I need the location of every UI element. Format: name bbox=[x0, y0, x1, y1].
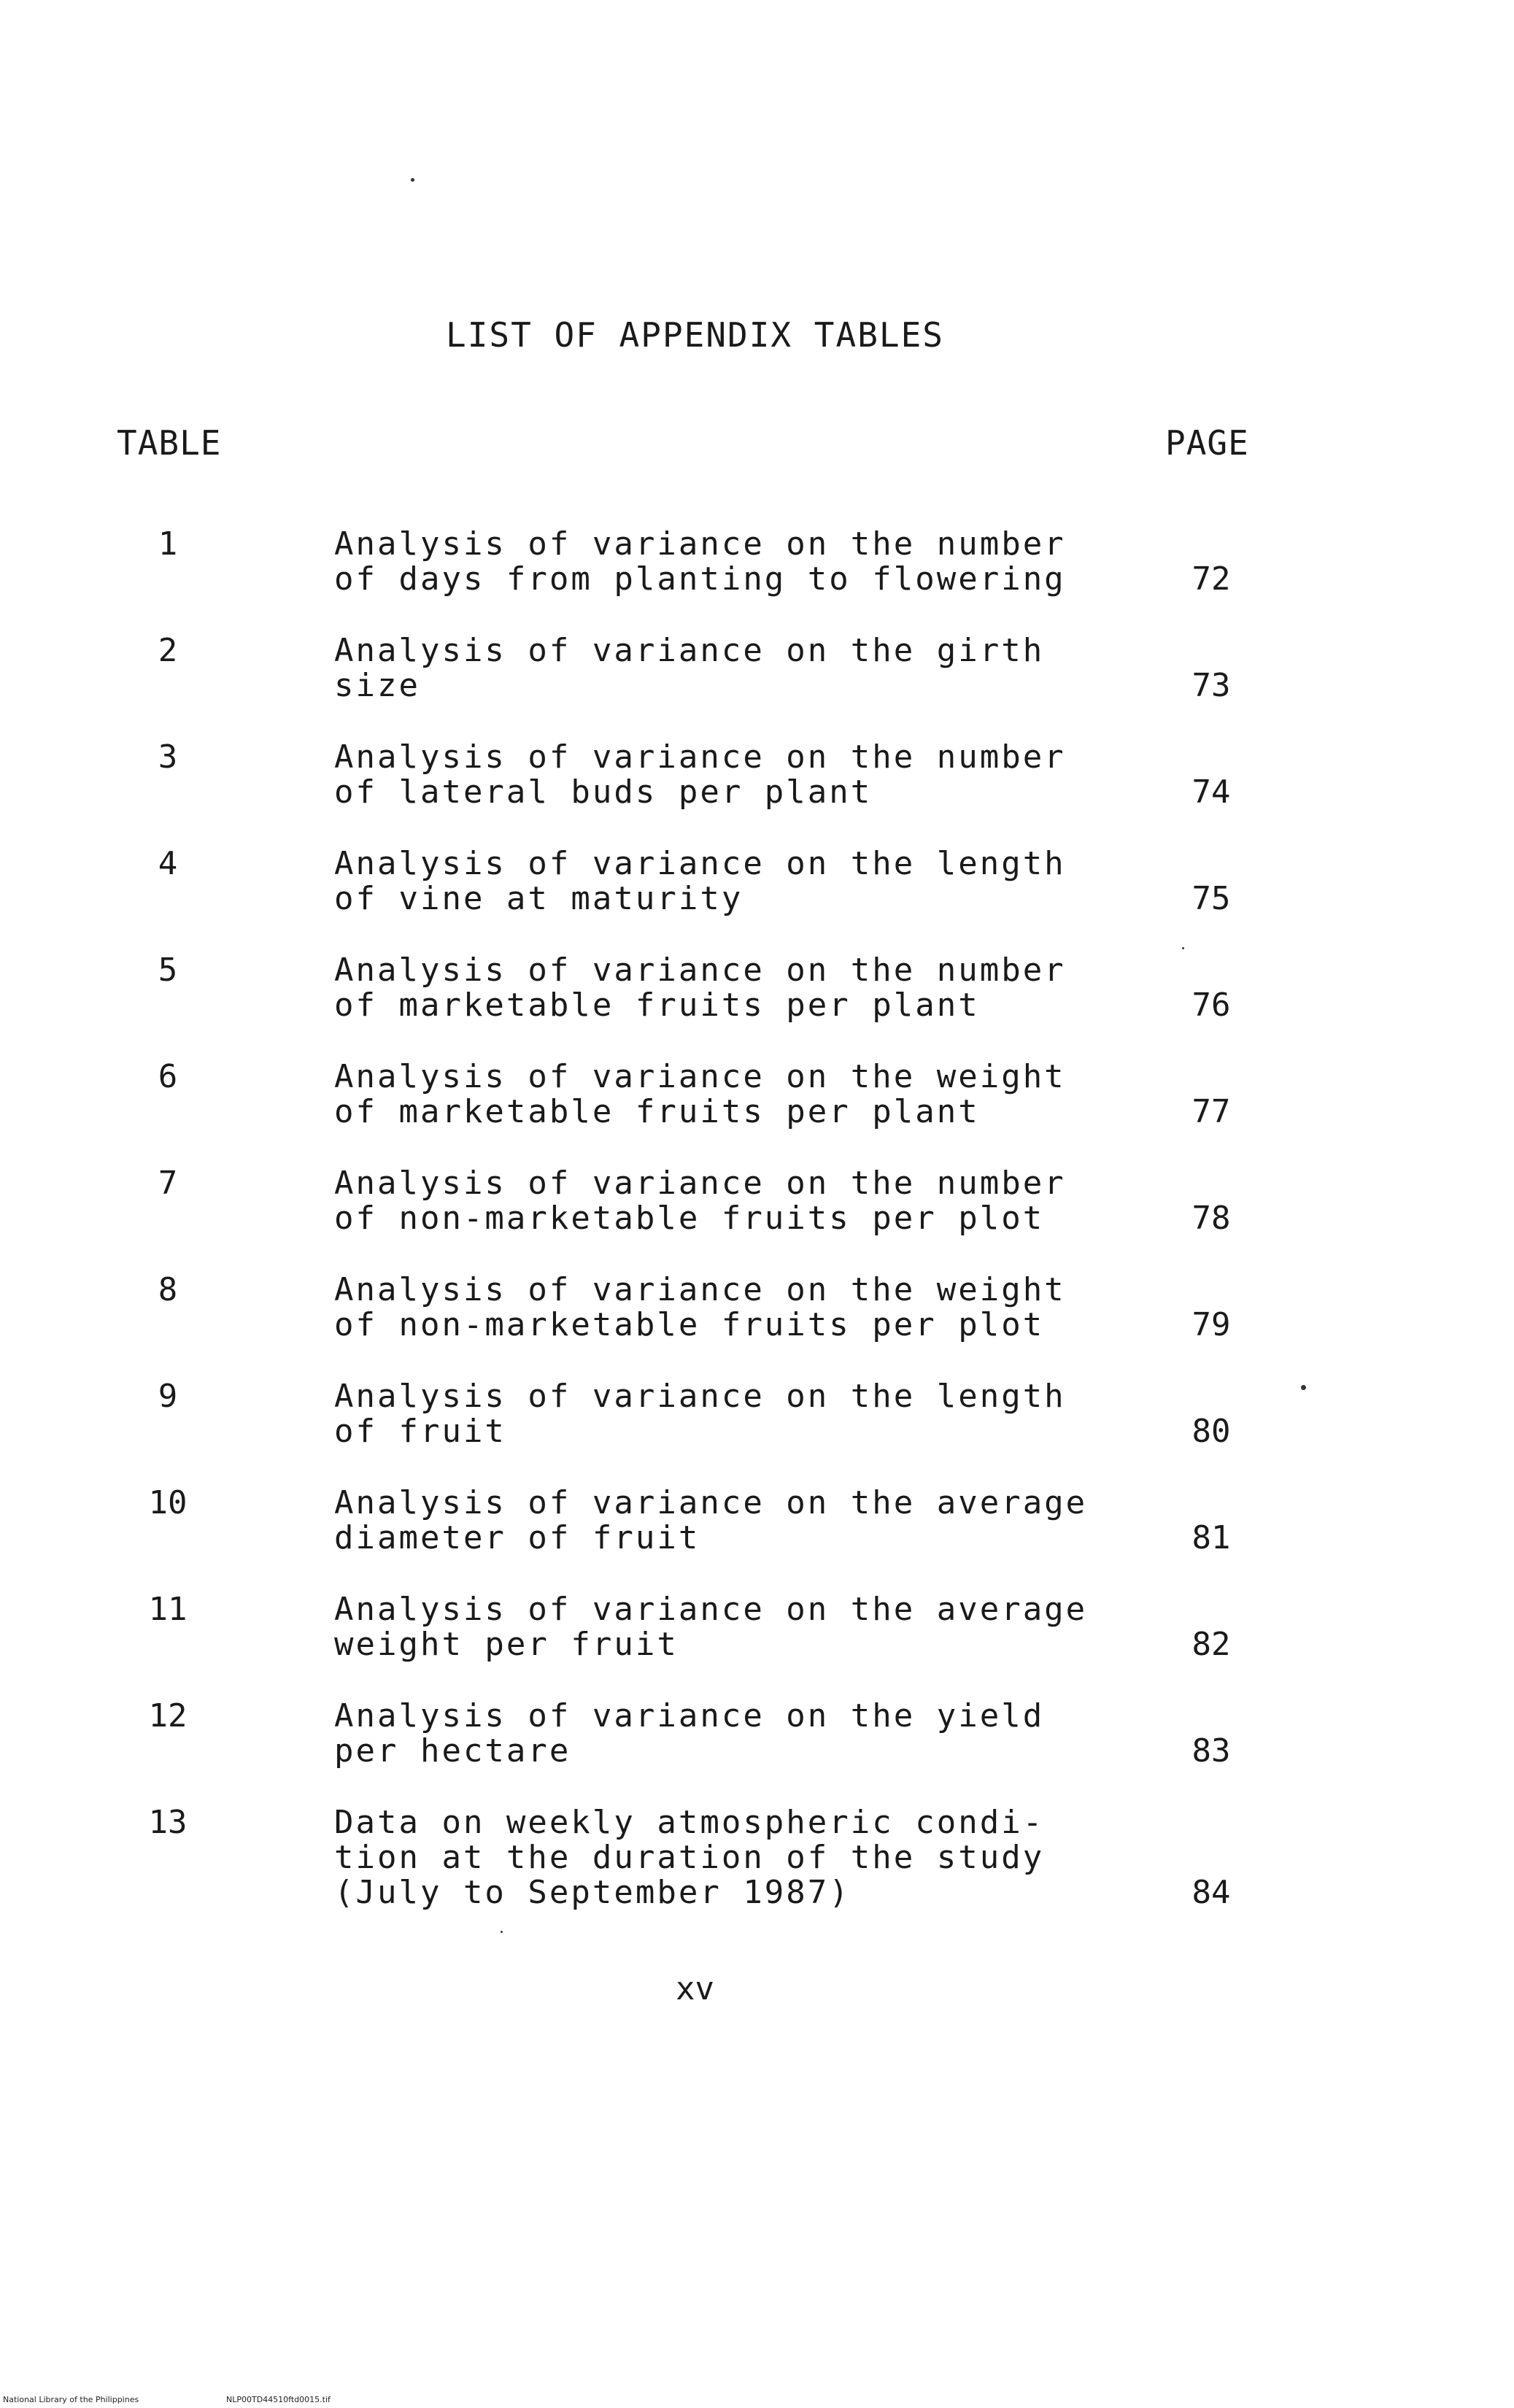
description-line: of days from planting to flowering bbox=[334, 560, 1066, 598]
table-description bbox=[334, 846, 1151, 916]
page-column-header: PAGE bbox=[1165, 423, 1249, 463]
description-line: Analysis of variance on the weight bbox=[334, 1058, 1066, 1095]
table-number: 4 bbox=[158, 845, 178, 882]
description-line: per hectare bbox=[334, 1732, 571, 1770]
scan-credit bbox=[3, 2395, 331, 2404]
scan-speck bbox=[411, 178, 414, 182]
scan-speck bbox=[501, 1931, 503, 1933]
page-number: 74 bbox=[1191, 773, 1231, 811]
table-description bbox=[334, 953, 1151, 1023]
roman-page-number: xv bbox=[676, 1970, 714, 2007]
page-number: 76 bbox=[1191, 987, 1231, 1024]
table-description bbox=[334, 1699, 1151, 1769]
table-description bbox=[334, 1805, 1151, 1910]
scan-speck bbox=[1301, 1385, 1306, 1390]
table-number: 12 bbox=[148, 1697, 188, 1734]
description-line: of marketable fruits per plant bbox=[334, 1093, 980, 1130]
table-description bbox=[334, 1486, 1151, 1556]
scan-speck bbox=[1182, 947, 1184, 949]
table-number: 9 bbox=[158, 1378, 178, 1415]
description-line: Analysis of variance on the number bbox=[334, 1165, 1066, 1202]
page-number: 78 bbox=[1191, 1200, 1231, 1237]
table-description bbox=[334, 1166, 1151, 1236]
table-description bbox=[334, 1273, 1151, 1343]
table-number: 3 bbox=[158, 738, 178, 776]
description-line: Analysis of variance on the average bbox=[334, 1591, 1088, 1628]
description-line: weight per fruit bbox=[334, 1626, 679, 1663]
description-line: (July to September 1987) bbox=[334, 1874, 851, 1911]
table-description bbox=[334, 740, 1151, 810]
description-line: Analysis of variance on the number bbox=[334, 525, 1066, 563]
page-title: LIST OF APPENDIX TABLES bbox=[446, 315, 944, 355]
credit-library: National Library of the Philippines bbox=[3, 2395, 139, 2404]
table-number: 2 bbox=[158, 632, 178, 669]
description-line: of fruit bbox=[334, 1413, 506, 1450]
description-line: Analysis of variance on the number bbox=[334, 952, 1066, 989]
description-line: Analysis of variance on the average bbox=[334, 1484, 1088, 1521]
table-column-header: TABLE bbox=[117, 423, 222, 463]
page-number: 79 bbox=[1191, 1306, 1231, 1343]
page-number: 73 bbox=[1191, 667, 1231, 704]
description-line: Analysis of variance on the girth bbox=[334, 632, 1045, 669]
table-description bbox=[334, 527, 1151, 597]
description-line: Analysis of variance on the weight bbox=[334, 1271, 1066, 1308]
table-number: 1 bbox=[158, 525, 178, 563]
description-line: of vine at maturity bbox=[334, 880, 744, 917]
page-number: 75 bbox=[1191, 880, 1231, 917]
description-line: of non-marketable fruits per plot bbox=[334, 1306, 1045, 1343]
credit-filename: NLP00TD44510ftd0015.tif bbox=[226, 2395, 331, 2404]
description-line: of lateral buds per plant bbox=[334, 773, 873, 811]
table-number: 10 bbox=[148, 1484, 188, 1521]
description-line: of marketable fruits per plant bbox=[334, 987, 980, 1024]
table-description bbox=[334, 1592, 1151, 1662]
table-number: 8 bbox=[158, 1271, 178, 1308]
page-number: 72 bbox=[1191, 560, 1231, 598]
table-number: 13 bbox=[148, 1804, 188, 1841]
description-line: tion at the duration of the study bbox=[334, 1839, 1045, 1876]
description-line: Analysis of variance on the length bbox=[334, 1378, 1066, 1415]
table-description bbox=[334, 633, 1151, 703]
table-number: 7 bbox=[158, 1165, 178, 1202]
table-number: 6 bbox=[158, 1058, 178, 1095]
description-line: Analysis of variance on the yield bbox=[334, 1697, 1045, 1734]
table-number: 5 bbox=[158, 952, 178, 989]
table-number: 11 bbox=[148, 1591, 188, 1628]
description-line: size bbox=[334, 667, 420, 704]
page-number: 80 bbox=[1191, 1413, 1231, 1450]
description-line: Analysis of variance on the length bbox=[334, 845, 1066, 882]
description-line: Data on weekly atmospheric condi- bbox=[334, 1804, 1045, 1841]
page-number: 84 bbox=[1191, 1874, 1231, 1911]
page-number: 77 bbox=[1191, 1093, 1231, 1130]
table-description bbox=[334, 1060, 1151, 1130]
description-line: diameter of fruit bbox=[334, 1519, 700, 1556]
page-number: 81 bbox=[1191, 1519, 1231, 1556]
page-number: 83 bbox=[1191, 1732, 1231, 1770]
description-line: Analysis of variance on the number bbox=[334, 738, 1066, 776]
description-line: of non-marketable fruits per plot bbox=[334, 1200, 1045, 1237]
page-number: 82 bbox=[1191, 1626, 1231, 1663]
table-description bbox=[334, 1379, 1151, 1449]
